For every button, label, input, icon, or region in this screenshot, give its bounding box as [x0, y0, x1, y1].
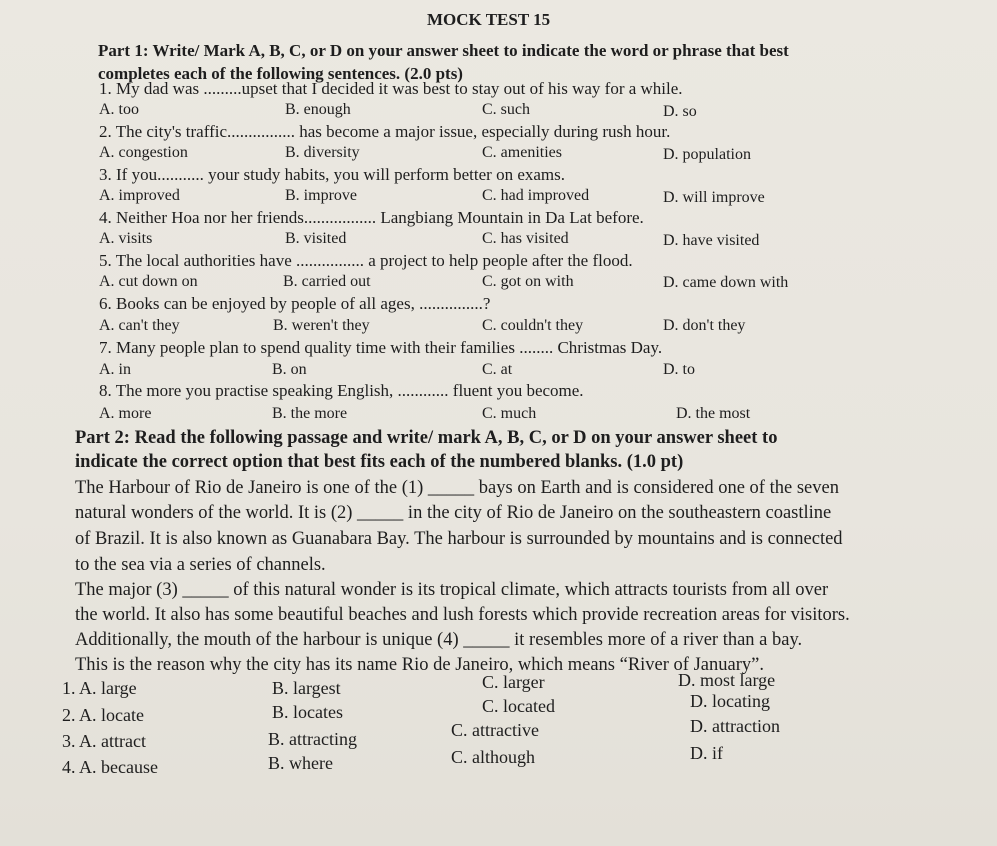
passage-line-6: the world. It also has some beautiful beaches and lush forests which provide recreation areas for visitors.	[75, 605, 850, 625]
question-3: 3. If you........... your study habits, you will perform better on exams.	[99, 165, 566, 184]
q1-option-d: D. so	[663, 103, 697, 120]
passage-line-2: natural wonders of the world. It is (2) _____ in the city of Rio de Janeiro on the southeastern coastline	[75, 503, 832, 523]
q8-option-b: B. the more	[272, 405, 348, 422]
part1-instructions-line1: Part 1: Write/ Mark A, B, C, or D on your answer sheet to indicate the word or phrase that best	[98, 41, 789, 60]
passage-line-3: of Brazil. It is also known as Guanabara Bay. The harbour is surrounded by mountains and is connected	[75, 529, 843, 549]
q2-option-b: B. diversity	[285, 144, 360, 161]
q8-option-c: C. much	[482, 405, 537, 422]
passage-line-1: The Harbour of Rio de Janeiro is one of the (1) _____ bays on Earth and is considered one of the seven	[75, 478, 839, 498]
q4-option-d: D. have visited	[663, 232, 760, 249]
page-title: MOCK TEST 15	[427, 10, 551, 29]
blank3-option-c: C. attractive	[451, 720, 539, 740]
q2-option-d: D. population	[663, 146, 751, 163]
part2-instructions-line2: indicate the correct option that best fits each of the numbered blanks. (1.0 pt)	[75, 452, 684, 472]
q3-option-b: B. improve	[285, 187, 357, 204]
blank4-option-c: C. although	[451, 747, 535, 767]
blank1-option-a: 1. A. large	[62, 678, 137, 698]
q4-option-a: A. visits	[99, 230, 153, 247]
question-4: 4. Neither Hoa nor her friends................. Langbiang Mountain in Da Lat before.	[99, 208, 644, 227]
blank1-option-d: D. most large	[678, 670, 776, 690]
question-6: 6. Books can be enjoyed by people of all ages, ...............?	[99, 294, 491, 313]
blank2-option-a: 2. A. locate	[62, 705, 144, 725]
blank2-option-c: C. located	[482, 696, 555, 716]
question-5: 5. The local authorities have ................ a project to help people after the flood.	[99, 251, 633, 270]
q8-option-d: D. the most	[676, 405, 751, 422]
q2-option-c: C. amenities	[482, 144, 562, 161]
blank3-option-a: 3. A. attract	[62, 731, 146, 751]
part1-instructions-line2: completes each of the following sentences. (2.0 pts)	[98, 64, 463, 83]
q5-option-a: A. cut down on	[99, 273, 198, 290]
passage-line-8: This is the reason why the city has its name Rio de Janeiro, which means “River of January”.	[75, 655, 764, 675]
part2-instructions-line1: Part 2: Read the following passage and write/ mark A, B, C, or D on your answer sheet to	[75, 428, 778, 448]
q5-option-b: B. carried out	[283, 273, 371, 290]
passage-line-4: to the sea via a series of channels.	[75, 555, 326, 575]
passage-line-7: Additionally, the mouth of the harbour is unique (4) _____ it resembles more of a river than a bay.	[75, 630, 803, 650]
blank4-option-a: 4. A. because	[62, 757, 158, 777]
q1-option-b: B. enough	[285, 101, 351, 118]
passage-line-5: The major (3) _____ of this natural wonder is its tropical climate, which attracts tourists from all over	[75, 580, 829, 600]
question-7: 7. Many people plan to spend quality time with their families ........ Christmas Day.	[99, 338, 663, 357]
blank3-option-b: B. attracting	[268, 729, 357, 749]
blank4-option-d: D. if	[690, 743, 723, 763]
question-1: 1. My dad was .........upset that I decided it was best to stay out of his way for a while.	[99, 79, 683, 98]
q2-option-a: A. congestion	[99, 144, 188, 161]
q3-option-c: C. had improved	[482, 187, 590, 204]
q4-option-b: B. visited	[285, 230, 347, 247]
q5-option-c: C. got on with	[482, 273, 574, 290]
blank2-option-b: B. locates	[272, 702, 343, 722]
blank3-option-d: D. attraction	[690, 716, 780, 736]
q6-option-c: C. couldn't they	[482, 317, 584, 334]
q3-option-a: A. improved	[99, 187, 180, 204]
q3-option-d: D. will improve	[663, 189, 765, 206]
blank1-option-b: B. largest	[272, 678, 341, 698]
blank2-option-d: D. locating	[690, 691, 770, 711]
question-8: 8. The more you practise speaking English, ............ fluent you become.	[99, 381, 584, 400]
question-2: 2. The city's traffic................ has become a major issue, especially during rush hour.	[99, 122, 671, 141]
q7-option-d: D. to	[663, 361, 695, 378]
q8-option-a: A. more	[99, 405, 152, 422]
q1-option-a: A. too	[99, 101, 139, 118]
q7-option-b: B. on	[272, 361, 307, 378]
q6-option-b: B. weren't they	[273, 317, 370, 334]
q6-option-d: D. don't they	[663, 317, 746, 334]
q4-option-c: C. has visited	[482, 230, 569, 247]
q5-option-d: D. came down with	[663, 274, 789, 291]
blank4-option-b: B. where	[268, 753, 333, 773]
q6-option-a: A. can't they	[99, 317, 180, 334]
q1-option-c: C. such	[482, 101, 530, 118]
q7-option-a: A. in	[99, 361, 131, 378]
q7-option-c: C. at	[482, 361, 513, 378]
blank1-option-c: C. larger	[482, 672, 545, 692]
